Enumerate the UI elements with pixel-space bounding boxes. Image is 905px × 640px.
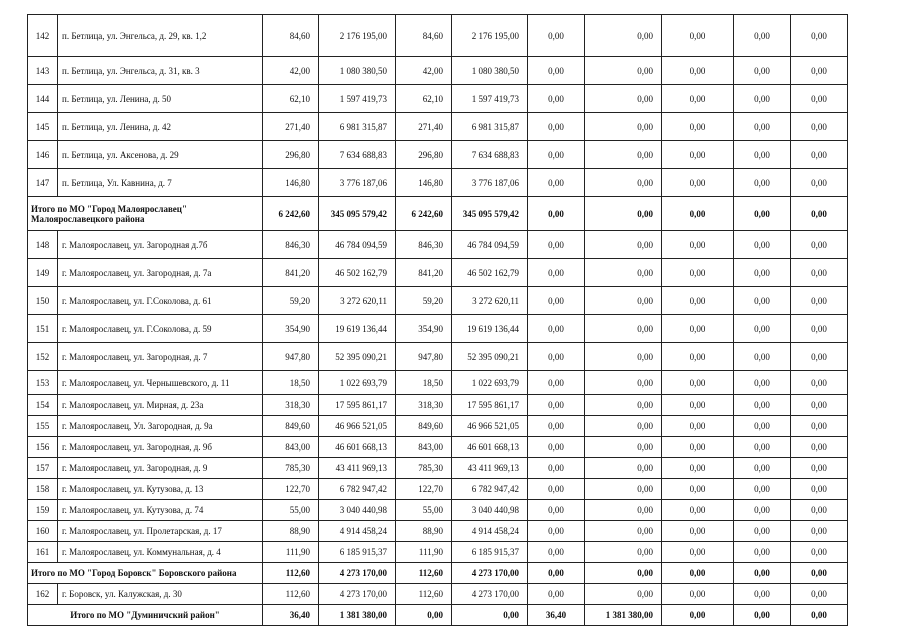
row-number: 162 [28, 584, 58, 605]
row-number: 159 [28, 500, 58, 521]
value-cell-e: 0,00 [528, 259, 585, 287]
value-cell-g: 0,00 [662, 479, 734, 500]
value-cell-f: 0,00 [585, 416, 662, 437]
value-cell-b: 3 272 620,11 [319, 287, 396, 315]
value-cell-h: 0,00 [734, 141, 791, 169]
value-cell-b: 6 981 315,87 [319, 113, 396, 141]
value-cell-d: 46 502 162,79 [452, 259, 528, 287]
value-cell-a: 112,60 [263, 563, 319, 584]
value-cell-f: 0,00 [585, 479, 662, 500]
value-cell-c: 84,60 [396, 15, 452, 57]
value-cell-i: 0,00 [791, 141, 848, 169]
address-cell: г. Малоярославец, ул. Кутузова, д. 74 [58, 500, 263, 521]
address-cell: г. Малоярославец, ул. Загородная, д. 7 [58, 343, 263, 371]
value-cell-a: 6 242,60 [263, 197, 319, 231]
total-label: Итого по МО "Думиничский район" [28, 605, 263, 626]
value-cell-e: 0,00 [528, 197, 585, 231]
value-cell-g: 0,00 [662, 584, 734, 605]
value-cell-h: 0,00 [734, 584, 791, 605]
total-row [28, 197, 901, 231]
table-row [28, 479, 901, 500]
table-row [28, 584, 901, 605]
value-cell-e: 0,00 [528, 57, 585, 85]
value-cell-d: 1 597 419,73 [452, 85, 528, 113]
value-cell-c: 59,20 [396, 287, 452, 315]
table-row [28, 458, 901, 479]
table-row [28, 521, 901, 542]
value-cell-h: 0,00 [734, 479, 791, 500]
value-cell-g: 0,00 [662, 458, 734, 479]
value-cell-d: 46 784 094,59 [452, 231, 528, 259]
value-cell-e: 0,00 [528, 141, 585, 169]
total-label: Итого по МО "Город Малоярославец" Малоярославецкого района [28, 197, 263, 231]
table-row [28, 542, 901, 563]
value-cell-g: 0,00 [662, 563, 734, 584]
row-number: 147 [28, 169, 58, 197]
value-cell-h: 0,00 [734, 85, 791, 113]
value-cell-i: 0,00 [791, 315, 848, 343]
value-cell-b: 6 185 915,37 [319, 542, 396, 563]
value-cell-a: 146,80 [263, 169, 319, 197]
value-cell-a: 849,60 [263, 416, 319, 437]
table-row [28, 395, 901, 416]
value-cell-b: 345 095 579,42 [319, 197, 396, 231]
value-cell-h: 0,00 [734, 259, 791, 287]
address-cell: п. Бетлица, ул. Энгельса, д. 29, кв. 1,2 [58, 15, 263, 57]
value-cell-g: 0,00 [662, 542, 734, 563]
row-number: 153 [28, 371, 58, 395]
row-number: 142 [28, 15, 58, 57]
value-cell-g: 0,00 [662, 113, 734, 141]
value-cell-f: 0,00 [585, 437, 662, 458]
value-cell-h: 0,00 [734, 169, 791, 197]
value-cell-f: 0,00 [585, 169, 662, 197]
address-cell: г. Малоярославец, ул. Г.Соколова, д. 59 [58, 315, 263, 343]
value-cell-b: 3 776 187,06 [319, 169, 396, 197]
value-cell-c: 947,80 [396, 343, 452, 371]
value-cell-f: 0,00 [585, 15, 662, 57]
value-cell-i: 0,00 [791, 57, 848, 85]
value-cell-h: 0,00 [734, 113, 791, 141]
total-row [28, 563, 901, 584]
value-cell-b: 1 597 419,73 [319, 85, 396, 113]
value-cell-d: 4 273 170,00 [452, 584, 528, 605]
value-cell-c: 318,30 [396, 395, 452, 416]
address-cell: г. Малоярославец, ул. Г.Соколова, д. 61 [58, 287, 263, 315]
value-cell-g: 0,00 [662, 395, 734, 416]
address-cell: п. Бетлица, Ул. Кавнина, д. 7 [58, 169, 263, 197]
total-row [28, 605, 901, 626]
value-cell-d: 345 095 579,42 [452, 197, 528, 231]
value-cell-d: 1 080 380,50 [452, 57, 528, 85]
value-cell-c: 6 242,60 [396, 197, 452, 231]
value-cell-a: 36,40 [263, 605, 319, 626]
value-cell-i: 0,00 [791, 479, 848, 500]
value-cell-b: 46 601 668,13 [319, 437, 396, 458]
value-cell-i: 0,00 [791, 584, 848, 605]
value-cell-h: 0,00 [734, 343, 791, 371]
value-cell-a: 84,60 [263, 15, 319, 57]
address-cell: п. Бетлица, ул. Энгельса, д. 31, кв. 3 [58, 57, 263, 85]
table-row [28, 85, 901, 113]
value-cell-e: 0,00 [528, 287, 585, 315]
value-cell-c: 42,00 [396, 57, 452, 85]
table-row [28, 437, 901, 458]
value-cell-d: 19 619 136,44 [452, 315, 528, 343]
value-cell-c: 843,00 [396, 437, 452, 458]
value-cell-h: 0,00 [734, 521, 791, 542]
value-cell-f: 0,00 [585, 500, 662, 521]
value-cell-i: 0,00 [791, 542, 848, 563]
row-number: 148 [28, 231, 58, 259]
value-cell-a: 59,20 [263, 287, 319, 315]
value-cell-a: 122,70 [263, 479, 319, 500]
value-cell-c: 271,40 [396, 113, 452, 141]
value-cell-e: 0,00 [528, 542, 585, 563]
address-cell: г. Малоярославец, Ул. Загородная, д. 9а [58, 416, 263, 437]
value-cell-h: 0,00 [734, 57, 791, 85]
value-cell-f: 0,00 [585, 343, 662, 371]
value-cell-g: 0,00 [662, 231, 734, 259]
value-cell-a: 354,90 [263, 315, 319, 343]
value-cell-c: 849,60 [396, 416, 452, 437]
address-cell: г. Малоярославец, ул. Загородная д.7б [58, 231, 263, 259]
value-cell-a: 296,80 [263, 141, 319, 169]
value-cell-c: 112,60 [396, 584, 452, 605]
table-row [28, 169, 901, 197]
row-number: 154 [28, 395, 58, 416]
value-cell-c: 122,70 [396, 479, 452, 500]
value-cell-i: 0,00 [791, 259, 848, 287]
value-cell-f: 0,00 [585, 584, 662, 605]
value-cell-c: 146,80 [396, 169, 452, 197]
value-cell-e: 0,00 [528, 458, 585, 479]
value-cell-e: 0,00 [528, 315, 585, 343]
value-cell-e: 0,00 [528, 113, 585, 141]
value-cell-e: 0,00 [528, 584, 585, 605]
row-number: 156 [28, 437, 58, 458]
value-cell-h: 0,00 [734, 371, 791, 395]
value-cell-c: 55,00 [396, 500, 452, 521]
row-number: 158 [28, 479, 58, 500]
value-cell-d: 52 395 090,21 [452, 343, 528, 371]
value-cell-a: 88,90 [263, 521, 319, 542]
value-cell-f: 0,00 [585, 197, 662, 231]
value-cell-i: 0,00 [791, 437, 848, 458]
value-cell-d: 1 022 693,79 [452, 371, 528, 395]
value-cell-i: 0,00 [791, 343, 848, 371]
value-cell-f: 0,00 [585, 521, 662, 542]
row-number: 145 [28, 113, 58, 141]
value-cell-i: 0,00 [791, 395, 848, 416]
value-cell-g: 0,00 [662, 521, 734, 542]
value-cell-b: 43 411 969,13 [319, 458, 396, 479]
value-cell-c: 62,10 [396, 85, 452, 113]
value-cell-h: 0,00 [734, 542, 791, 563]
value-cell-d: 3 040 440,98 [452, 500, 528, 521]
value-cell-g: 0,00 [662, 197, 734, 231]
value-cell-d: 6 185 915,37 [452, 542, 528, 563]
value-cell-g: 0,00 [662, 500, 734, 521]
value-cell-e: 0,00 [528, 169, 585, 197]
value-cell-i: 0,00 [791, 563, 848, 584]
value-cell-f: 0,00 [585, 542, 662, 563]
value-cell-g: 0,00 [662, 15, 734, 57]
value-cell-f: 0,00 [585, 563, 662, 584]
address-cell: г. Малоярославец, ул. Чернышевского, д. 11 [58, 371, 263, 395]
value-cell-a: 846,30 [263, 231, 319, 259]
value-cell-h: 0,00 [734, 437, 791, 458]
value-cell-c: 296,80 [396, 141, 452, 169]
row-number: 144 [28, 85, 58, 113]
address-cell: г. Малоярославец, ул. Мирная, д. 23а [58, 395, 263, 416]
value-cell-b: 52 395 090,21 [319, 343, 396, 371]
value-cell-a: 42,00 [263, 57, 319, 85]
address-cell: п. Бетлица, ул. Ленина, д. 42 [58, 113, 263, 141]
value-cell-f: 0,00 [585, 395, 662, 416]
value-cell-g: 0,00 [662, 57, 734, 85]
value-cell-c: 841,20 [396, 259, 452, 287]
value-cell-f: 0,00 [585, 141, 662, 169]
table-row [28, 259, 901, 287]
value-cell-g: 0,00 [662, 343, 734, 371]
value-cell-g: 0,00 [662, 259, 734, 287]
value-cell-i: 0,00 [791, 287, 848, 315]
value-cell-b: 17 595 861,17 [319, 395, 396, 416]
value-cell-d: 4 273 170,00 [452, 563, 528, 584]
value-cell-e: 36,40 [528, 605, 585, 626]
value-cell-e: 0,00 [528, 563, 585, 584]
value-cell-f: 0,00 [585, 57, 662, 85]
row-number: 151 [28, 315, 58, 343]
value-cell-i: 0,00 [791, 371, 848, 395]
value-cell-f: 0,00 [585, 85, 662, 113]
row-number: 150 [28, 287, 58, 315]
row-number: 157 [28, 458, 58, 479]
table-row [28, 500, 901, 521]
value-cell-h: 0,00 [734, 315, 791, 343]
value-cell-i: 0,00 [791, 85, 848, 113]
value-cell-h: 0,00 [734, 395, 791, 416]
value-cell-f: 0,00 [585, 113, 662, 141]
value-cell-b: 4 914 458,24 [319, 521, 396, 542]
value-cell-b: 46 784 094,59 [319, 231, 396, 259]
value-cell-h: 0,00 [734, 605, 791, 626]
table-row [28, 371, 901, 395]
value-cell-a: 271,40 [263, 113, 319, 141]
value-cell-b: 19 619 136,44 [319, 315, 396, 343]
value-cell-d: 17 595 861,17 [452, 395, 528, 416]
value-cell-c: 0,00 [396, 605, 452, 626]
value-cell-d: 7 634 688,83 [452, 141, 528, 169]
value-cell-i: 0,00 [791, 231, 848, 259]
value-cell-e: 0,00 [528, 85, 585, 113]
value-cell-e: 0,00 [528, 479, 585, 500]
table-row [28, 416, 901, 437]
value-cell-b: 46 502 162,79 [319, 259, 396, 287]
value-cell-f: 0,00 [585, 458, 662, 479]
total-label: Итого по МО "Город Боровск" Боровского района [28, 563, 263, 584]
value-cell-i: 0,00 [791, 197, 848, 231]
value-cell-b: 1 381 380,00 [319, 605, 396, 626]
value-cell-b: 6 782 947,42 [319, 479, 396, 500]
table-row [28, 287, 901, 315]
value-cell-d: 0,00 [452, 605, 528, 626]
value-cell-h: 0,00 [734, 458, 791, 479]
table-row [28, 343, 901, 371]
value-cell-b: 46 966 521,05 [319, 416, 396, 437]
table-row [28, 315, 901, 343]
value-cell-e: 0,00 [528, 437, 585, 458]
value-cell-d: 4 914 458,24 [452, 521, 528, 542]
value-cell-b: 2 176 195,00 [319, 15, 396, 57]
value-cell-e: 0,00 [528, 416, 585, 437]
value-cell-e: 0,00 [528, 231, 585, 259]
value-cell-f: 0,00 [585, 259, 662, 287]
value-cell-i: 0,00 [791, 605, 848, 626]
value-cell-g: 0,00 [662, 141, 734, 169]
value-cell-g: 0,00 [662, 605, 734, 626]
value-cell-i: 0,00 [791, 416, 848, 437]
value-cell-a: 947,80 [263, 343, 319, 371]
value-cell-g: 0,00 [662, 437, 734, 458]
value-cell-c: 785,30 [396, 458, 452, 479]
value-cell-i: 0,00 [791, 521, 848, 542]
value-cell-h: 0,00 [734, 15, 791, 57]
address-cell: г. Малоярославец, ул. Загородная, д. 7а [58, 259, 263, 287]
address-cell: г. Малоярославец, ул. Загородная, д. 9б [58, 437, 263, 458]
value-cell-a: 55,00 [263, 500, 319, 521]
address-cell: г. Малоярославец, ул. Кутузова, д. 13 [58, 479, 263, 500]
address-cell: г. Малоярославец, ул. Коммунальная, д. 4 [58, 542, 263, 563]
value-cell-e: 0,00 [528, 371, 585, 395]
value-cell-f: 1 381 380,00 [585, 605, 662, 626]
value-cell-a: 843,00 [263, 437, 319, 458]
value-cell-f: 0,00 [585, 315, 662, 343]
address-cell: г. Боровск, ул. Калужская, д. 30 [58, 584, 263, 605]
value-cell-h: 0,00 [734, 287, 791, 315]
value-cell-c: 18,50 [396, 371, 452, 395]
value-cell-e: 0,00 [528, 500, 585, 521]
row-number: 143 [28, 57, 58, 85]
value-cell-b: 7 634 688,83 [319, 141, 396, 169]
table-row [28, 15, 901, 57]
address-cell: г. Малоярославец, ул. Загородная, д. 9 [58, 458, 263, 479]
value-cell-i: 0,00 [791, 500, 848, 521]
value-cell-d: 2 176 195,00 [452, 15, 528, 57]
value-cell-i: 0,00 [791, 113, 848, 141]
value-cell-d: 43 411 969,13 [452, 458, 528, 479]
value-cell-h: 0,00 [734, 197, 791, 231]
table-body [28, 15, 901, 626]
value-cell-a: 841,20 [263, 259, 319, 287]
housing-registry-table [27, 14, 901, 626]
value-cell-a: 112,60 [263, 584, 319, 605]
value-cell-a: 111,90 [263, 542, 319, 563]
value-cell-d: 46 966 521,05 [452, 416, 528, 437]
row-number: 160 [28, 521, 58, 542]
value-cell-b: 3 040 440,98 [319, 500, 396, 521]
row-number: 149 [28, 259, 58, 287]
value-cell-e: 0,00 [528, 343, 585, 371]
value-cell-a: 318,30 [263, 395, 319, 416]
address-cell: п. Бетлица, ул. Аксенова, д. 29 [58, 141, 263, 169]
value-cell-g: 0,00 [662, 287, 734, 315]
value-cell-a: 785,30 [263, 458, 319, 479]
value-cell-c: 111,90 [396, 542, 452, 563]
value-cell-b: 1 080 380,50 [319, 57, 396, 85]
value-cell-c: 354,90 [396, 315, 452, 343]
table-row [28, 141, 901, 169]
value-cell-i: 0,00 [791, 169, 848, 197]
value-cell-e: 0,00 [528, 395, 585, 416]
value-cell-e: 0,00 [528, 521, 585, 542]
value-cell-f: 0,00 [585, 231, 662, 259]
row-number: 152 [28, 343, 58, 371]
row-number: 155 [28, 416, 58, 437]
value-cell-f: 0,00 [585, 287, 662, 315]
table-row [28, 57, 901, 85]
table-row [28, 231, 901, 259]
value-cell-b: 4 273 170,00 [319, 584, 396, 605]
value-cell-f: 0,00 [585, 371, 662, 395]
value-cell-d: 6 981 315,87 [452, 113, 528, 141]
value-cell-i: 0,00 [791, 458, 848, 479]
value-cell-a: 18,50 [263, 371, 319, 395]
value-cell-h: 0,00 [734, 416, 791, 437]
value-cell-h: 0,00 [734, 231, 791, 259]
value-cell-a: 62,10 [263, 85, 319, 113]
row-number: 161 [28, 542, 58, 563]
value-cell-i: 0,00 [791, 15, 848, 57]
row-number: 146 [28, 141, 58, 169]
value-cell-b: 4 273 170,00 [319, 563, 396, 584]
value-cell-d: 6 782 947,42 [452, 479, 528, 500]
value-cell-g: 0,00 [662, 169, 734, 197]
registry-sheet [27, 14, 901, 626]
value-cell-b: 1 022 693,79 [319, 371, 396, 395]
value-cell-g: 0,00 [662, 315, 734, 343]
value-cell-h: 0,00 [734, 500, 791, 521]
address-cell: п. Бетлица, ул. Ленина, д. 50 [58, 85, 263, 113]
value-cell-c: 846,30 [396, 231, 452, 259]
value-cell-d: 46 601 668,13 [452, 437, 528, 458]
value-cell-g: 0,00 [662, 85, 734, 113]
value-cell-c: 112,60 [396, 563, 452, 584]
value-cell-h: 0,00 [734, 563, 791, 584]
table-row [28, 113, 901, 141]
value-cell-c: 88,90 [396, 521, 452, 542]
address-cell: г. Малоярославец, ул. Пролетарская, д. 17 [58, 521, 263, 542]
value-cell-e: 0,00 [528, 15, 585, 57]
value-cell-g: 0,00 [662, 371, 734, 395]
value-cell-d: 3 776 187,06 [452, 169, 528, 197]
value-cell-d: 3 272 620,11 [452, 287, 528, 315]
value-cell-g: 0,00 [662, 416, 734, 437]
